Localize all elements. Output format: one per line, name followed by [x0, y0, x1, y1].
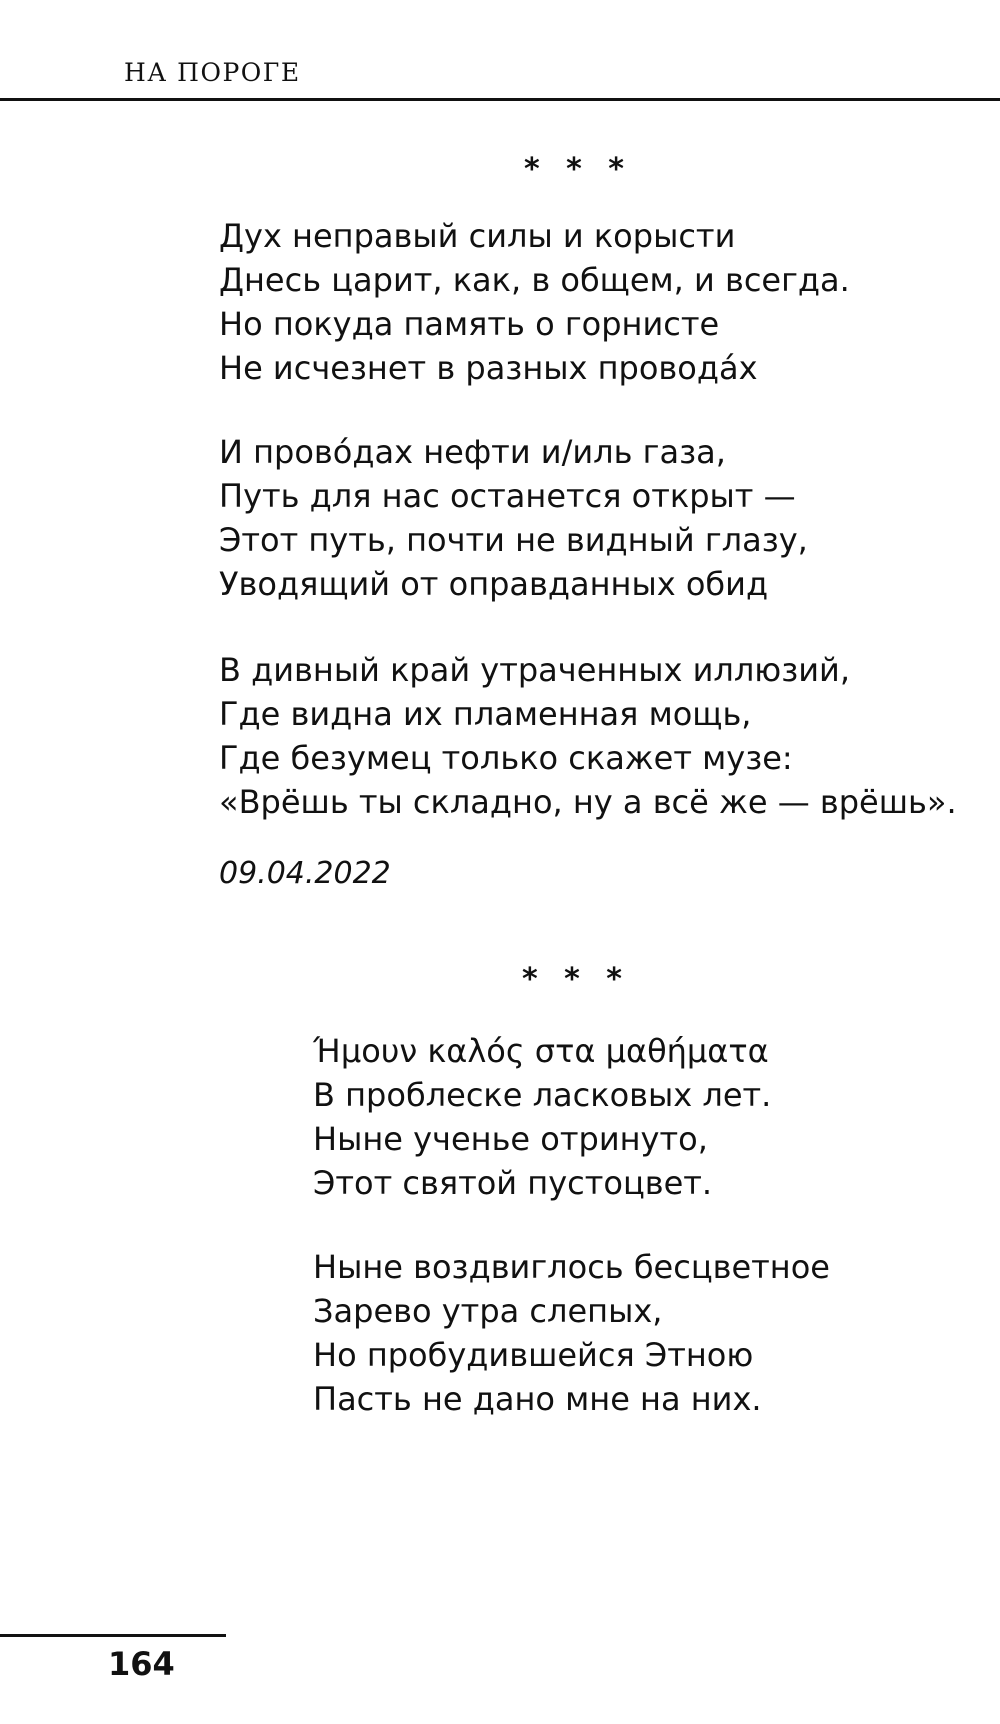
poem-line: Но пробудившейся Этною [313, 1336, 754, 1374]
poem2-stanza-1 [313, 1029, 771, 1205]
poem-line: Не исчезнет в разных проводáх [219, 349, 758, 387]
poem-line: «Врёшь ты складно, ну а всё же — врёшь». [219, 783, 957, 821]
poem-line: Путь для нас останется открыт — [219, 477, 796, 515]
poem-line: Где видна их пламенная мощь, [219, 695, 752, 733]
poem-line: Ныне ученье отринуто, [313, 1120, 708, 1158]
poem-line: Днесь царит, как, в общем, и всегда. [219, 261, 850, 299]
poem1-separator: * * * [524, 152, 632, 187]
poem1-date: 09.04.2022 [219, 856, 391, 891]
poem-line: Зарево утра слепых, [313, 1292, 663, 1330]
poem1-stanza-2 [219, 430, 808, 606]
header-rule [0, 98, 1000, 101]
poem2-stanza-2 [313, 1245, 830, 1421]
poem1-stanza-3 [219, 648, 957, 824]
poem-line: Ныне воздвиглось бесцветное [313, 1248, 830, 1286]
poem1-stanza-1 [219, 214, 850, 390]
poem2-separator: * * * [522, 962, 630, 997]
poem-line: Уводящий от оправданных обид [219, 565, 769, 603]
footer-rule [0, 1634, 226, 1637]
poem-line: Дух неправый силы и корысти [219, 217, 736, 255]
poem-line: И провóдах нефти и/иль газа, [219, 433, 726, 471]
page-number: 164 [108, 1645, 175, 1683]
poem-line: Ήμουν καλός στα μαθήματα [313, 1032, 769, 1070]
running-head: НА ПОРОГЕ [124, 58, 301, 87]
poem-line: В дивный край утраченных иллюзий, [219, 651, 851, 689]
poem-line: В проблеске ласковых лет. [313, 1076, 772, 1114]
poem-line: Но покуда память о горнисте [219, 305, 720, 343]
poem-line: Где безумец только скажет музе: [219, 739, 793, 777]
poem-line: Этот святой пустоцвет. [313, 1164, 713, 1202]
poem-line: Пасть не дано мне на них. [313, 1380, 762, 1418]
poem-line: Этот путь, почти не видный глазу, [219, 521, 808, 559]
